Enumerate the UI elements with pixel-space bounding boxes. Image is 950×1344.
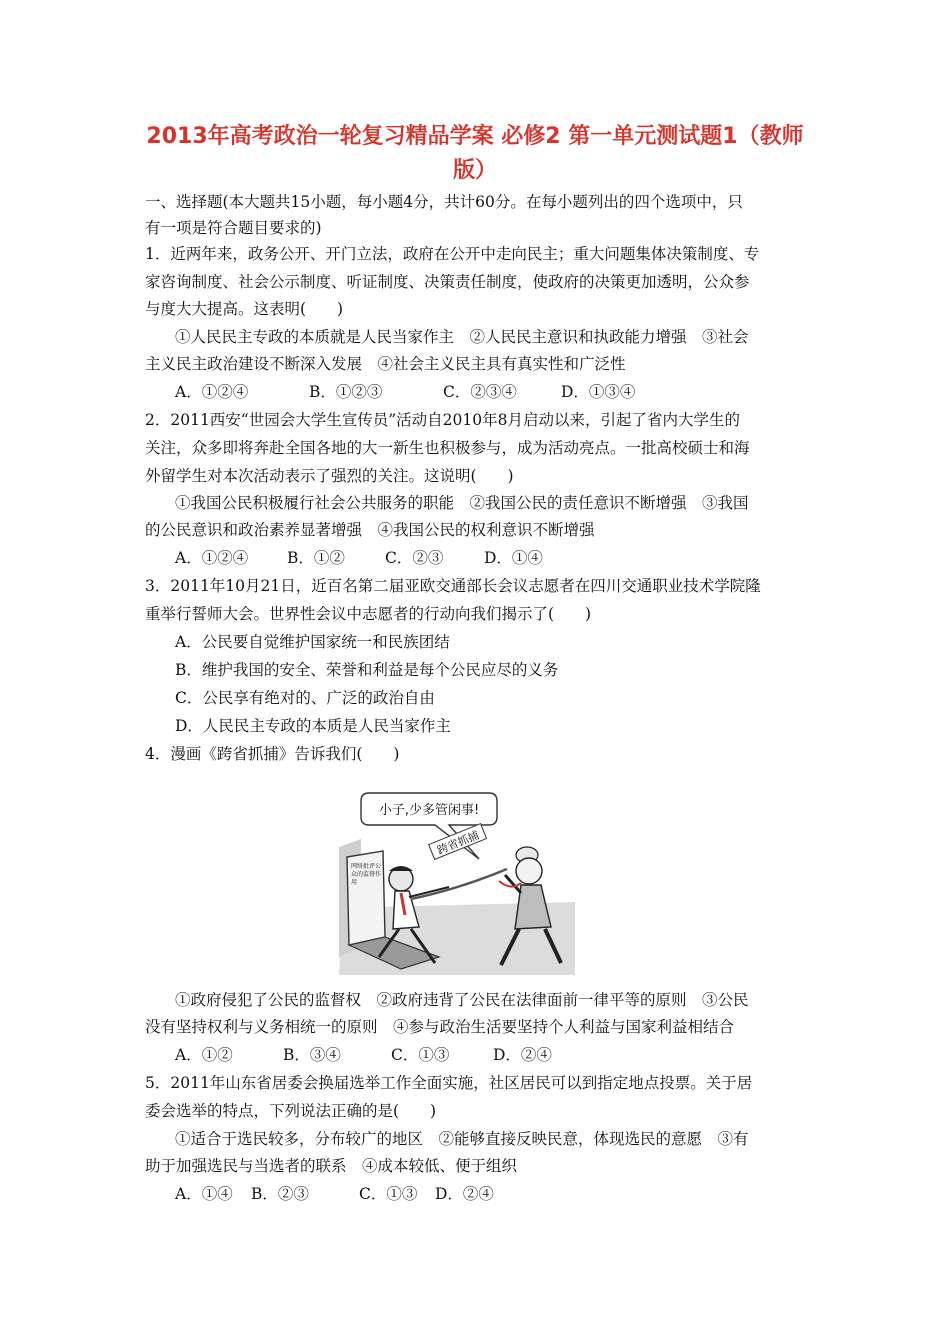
q1-option-b: B．①②③ (309, 383, 383, 401)
q1-options (175, 382, 840, 402)
title-line-1: 2013年高考政治一轮复习精品学案 必修2 第一单元测试题1（教师 (146, 124, 804, 149)
q1-stem-line-1: 1．近两年来，政务公开、开门立法，政府在公开中走向民主；重大问题集体决策制度、专 (145, 245, 760, 263)
q2-stem-line-1: 2．2011西安“世园会大学生宣传员”活动自2010年8月启动以来，引起了省内大学生的 (145, 411, 740, 429)
q3-option-c: C．公民享有绝对的、广泛的政治自由 (175, 689, 435, 707)
q2-stem-line-3: 外留学生对本次活动表示了强烈的关注。这说明( ) (145, 467, 514, 485)
board-text: 网络批评公众的监督作用 (351, 863, 381, 886)
cartoon-illustration (339, 787, 575, 977)
section-heading-line-1: 一、选择题(本大题共15小题，每小题4分，共计60分。在每小题列出的四个选项中，只 (145, 193, 743, 211)
q1-items-line-2: 主义民主政治建设不断深入发展 ④社会主义民主具有真实性和广泛性 (145, 355, 626, 373)
q2-items-line-1: ①我国公民积极履行社会公共服务的职能 ②我国公民的责任意识不断增强 ③我国 (175, 494, 749, 512)
q5-stem-line-1: 5．2011年山东省居委会换届选举工作全面实施，社区居民可以到指定地点投票。关于居 (145, 1074, 753, 1092)
q4-options (175, 1045, 840, 1065)
q1-option-c: C．②③④ (443, 383, 517, 401)
q2-option-c: C．②③ (385, 549, 444, 567)
bubble-text: 小子,少多管闲事! (378, 803, 480, 818)
q5-options (175, 1184, 840, 1204)
q2-items-line-2: 的公民意识和政治素养显著增强 ④我国公民的权利意识不断增强 (145, 521, 595, 539)
section-heading-line-2: 有一项是符合题目要求的) (145, 219, 322, 237)
q5-option-b: B．②③ (251, 1185, 309, 1203)
q3-stem-line-2: 重举行誓师大会。世界性会议中志愿者的行动向我们揭示了( ) (145, 605, 592, 623)
q4-option-c: C．①③ (391, 1046, 450, 1064)
q1-items-line-1: ①人民民主专政的本质就是人民当家作主 ②人民民主意识和执政能力增强 ③社会 (175, 328, 749, 346)
q4-option-d: D．②④ (493, 1046, 552, 1064)
rope-label-text: 跨省抓捕 (435, 828, 482, 858)
q2-option-b: B．①② (287, 549, 345, 567)
document-title (140, 120, 810, 188)
q5-option-d: D．②④ (435, 1185, 494, 1203)
q1-stem-line-2: 家咨询制度、社会公示制度、听证制度、决策责任制度，使政府的决策更加透明，公众参 (145, 273, 750, 291)
title-line-2: 版） (452, 158, 497, 183)
q3-option-b: B．维护我国的安全、荣誉和利益是每个公民应尽的义务 (175, 661, 559, 679)
q5-stem-line-2: 委会选举的特点，下列说法正确的是( ) (145, 1102, 437, 1120)
q5-option-c: C．①③ (359, 1185, 418, 1203)
q3-option-a: A．公民要自觉维护国家统一和民族团结 (175, 633, 450, 651)
board-text-holder (351, 863, 381, 933)
q1-stem-line-3: 与度大大提高。这表明( ) (145, 300, 344, 318)
q3-stem-line-1: 3．2011年10月21日，近百名第二届亚欧交通部长会议志愿者在四川交通职业技术学院隆 (145, 577, 761, 595)
q2-option-d: D．①④ (484, 549, 543, 567)
q5-option-a: A．①④ (175, 1185, 233, 1203)
q1-option-d: D．①③④ (561, 383, 636, 401)
q1-option-a: A．①②④ (175, 383, 249, 401)
q4-stem-line-1: 4．漫画《跨省抓捕》告诉我们( ) (145, 745, 400, 763)
q5-items-line-1: ①适合于选民较多，分布较广的地区 ②能够直接反映民意，体现选民的意愿 ③有 (175, 1130, 749, 1148)
q5-items-line-2: 助于加强选民与当选者的联系 ④成本较低、便于组织 (145, 1157, 518, 1175)
q2-options (175, 548, 840, 568)
q4-option-a: A．①② (175, 1046, 233, 1064)
officer-head (516, 858, 542, 884)
q2-option-a: A．①②④ (175, 549, 249, 567)
q2-stem-line-2: 关注，众多即将奔赴全国各地的大一新生也积极参与，成为活动亮点。一批高校硕士和海 (145, 439, 750, 457)
q4-option-b: B．③④ (283, 1046, 341, 1064)
q3-option-d: D．人民民主专政的本质是人民当家作主 (175, 717, 451, 735)
q4-items-line-1: ①政府侵犯了公民的监督权 ②政府违背了公民在法律面前一律平等的原则 ③公民 (175, 991, 749, 1009)
q4-items-line-2: 没有坚持权利与义务相统一的原则 ④参与政治生活要坚持个人利益与国家利益相结合 (145, 1018, 735, 1036)
